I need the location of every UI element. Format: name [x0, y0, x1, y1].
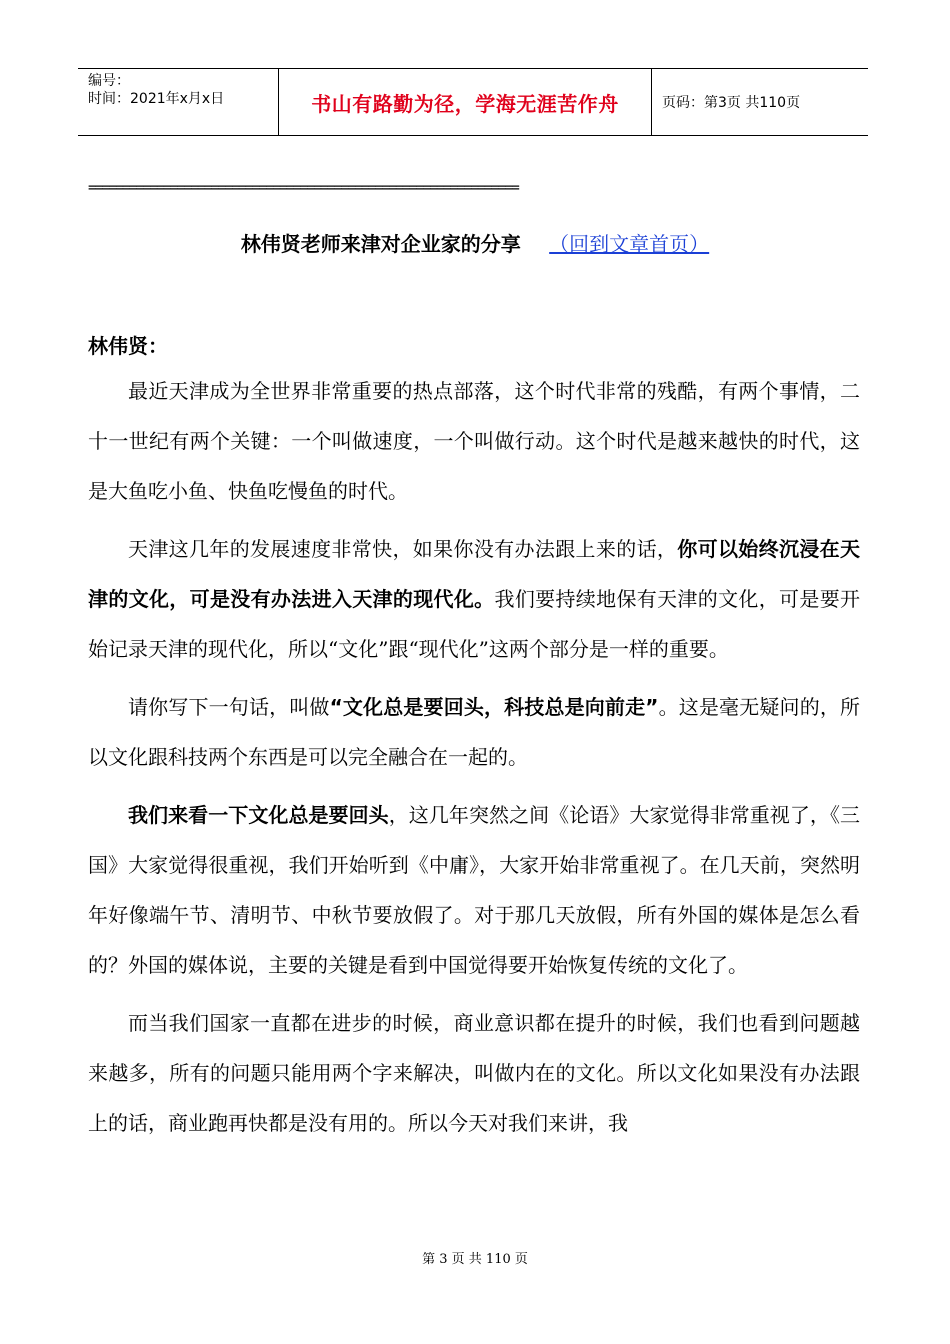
header-motto: 书山有路勤为径，学海无涯苦作舟	[279, 69, 652, 135]
article-title-row	[0, 230, 950, 258]
time-label: 时间：2021年x月x日	[88, 91, 225, 107]
back-to-article-home-link[interactable]: （回到文章首页）	[549, 232, 710, 256]
speaker-name: 林伟贤：	[88, 334, 168, 358]
emphasized-text: 我们来看一下文化总是要回头	[128, 803, 389, 827]
emphasized-text: “文化总是要回头，科技总是向前走”	[329, 695, 659, 719]
number-label: 编号：	[88, 73, 130, 89]
header-table	[78, 68, 868, 136]
paragraph-text: 。这是毫无疑问的，所以文化跟科技两个东西是可以完全融合在一起的。	[88, 695, 861, 769]
page-footer: 第 3 页 共 110 页	[422, 1252, 528, 1267]
separator-line: ===============================================================	[88, 180, 519, 196]
article-body	[88, 366, 860, 1156]
paragraph	[88, 790, 860, 990]
paragraph	[88, 682, 860, 782]
paragraph-text: 我们要持续地保有天津的文化，可是要开始记录天津的现代化，所以“文化”跟“现代化”这两个部分是一样的重要。	[88, 587, 861, 661]
paragraph-text: 请你写下一句话，叫做	[128, 695, 330, 719]
paragraph-text: 而当我们国家一直都在进步的时候，商业意识都在提升的时候，我们也看到问题越来越多，所有的问题只能用两个字来解决，叫做内在的文化。所以文化如果没有办法跟上的话，商业跑再快都是没有用的。所以今天对我们来讲，我	[88, 1011, 860, 1135]
paragraph-text: 天津这几年的发展速度非常快，如果你没有办法跟上来的话，	[128, 537, 678, 561]
header-meta-cell	[78, 69, 279, 135]
paragraph-text: 最近天津成为全世界非常重要的热点部落，这个时代非常的残酷，有两个事情，二十一世纪有两个关键：一个叫做速度，一个叫做行动。这个时代是越来越快的时代，这是大鱼吃小鱼、快鱼吃慢鱼的时代。	[88, 379, 860, 503]
emphasized-text: 你可以始终沉浸在天津的文化，可是没有办法进入天津的现代化。	[88, 537, 861, 611]
paragraph-text: ，这几年突然之间《论语》大家觉得非常重视了，《三国》大家觉得很重视，我们开始听到《中庸》，大家开始非常重视了。在几天前，突然明年好像端午节、清明节、中秋节要放假了。对于那几天放假，所有外国的媒体是怎么看的？外国的媒体说，主要的关键是看到中国觉得要开始恢复传统的文化了。	[88, 803, 861, 977]
paragraph	[88, 366, 860, 516]
paragraph	[88, 998, 860, 1148]
article-title: 林伟贤老师来津对企业家的分享	[240, 232, 521, 256]
header-page-info: 页码：第3页 共110页	[662, 95, 801, 111]
paragraph	[88, 524, 860, 674]
